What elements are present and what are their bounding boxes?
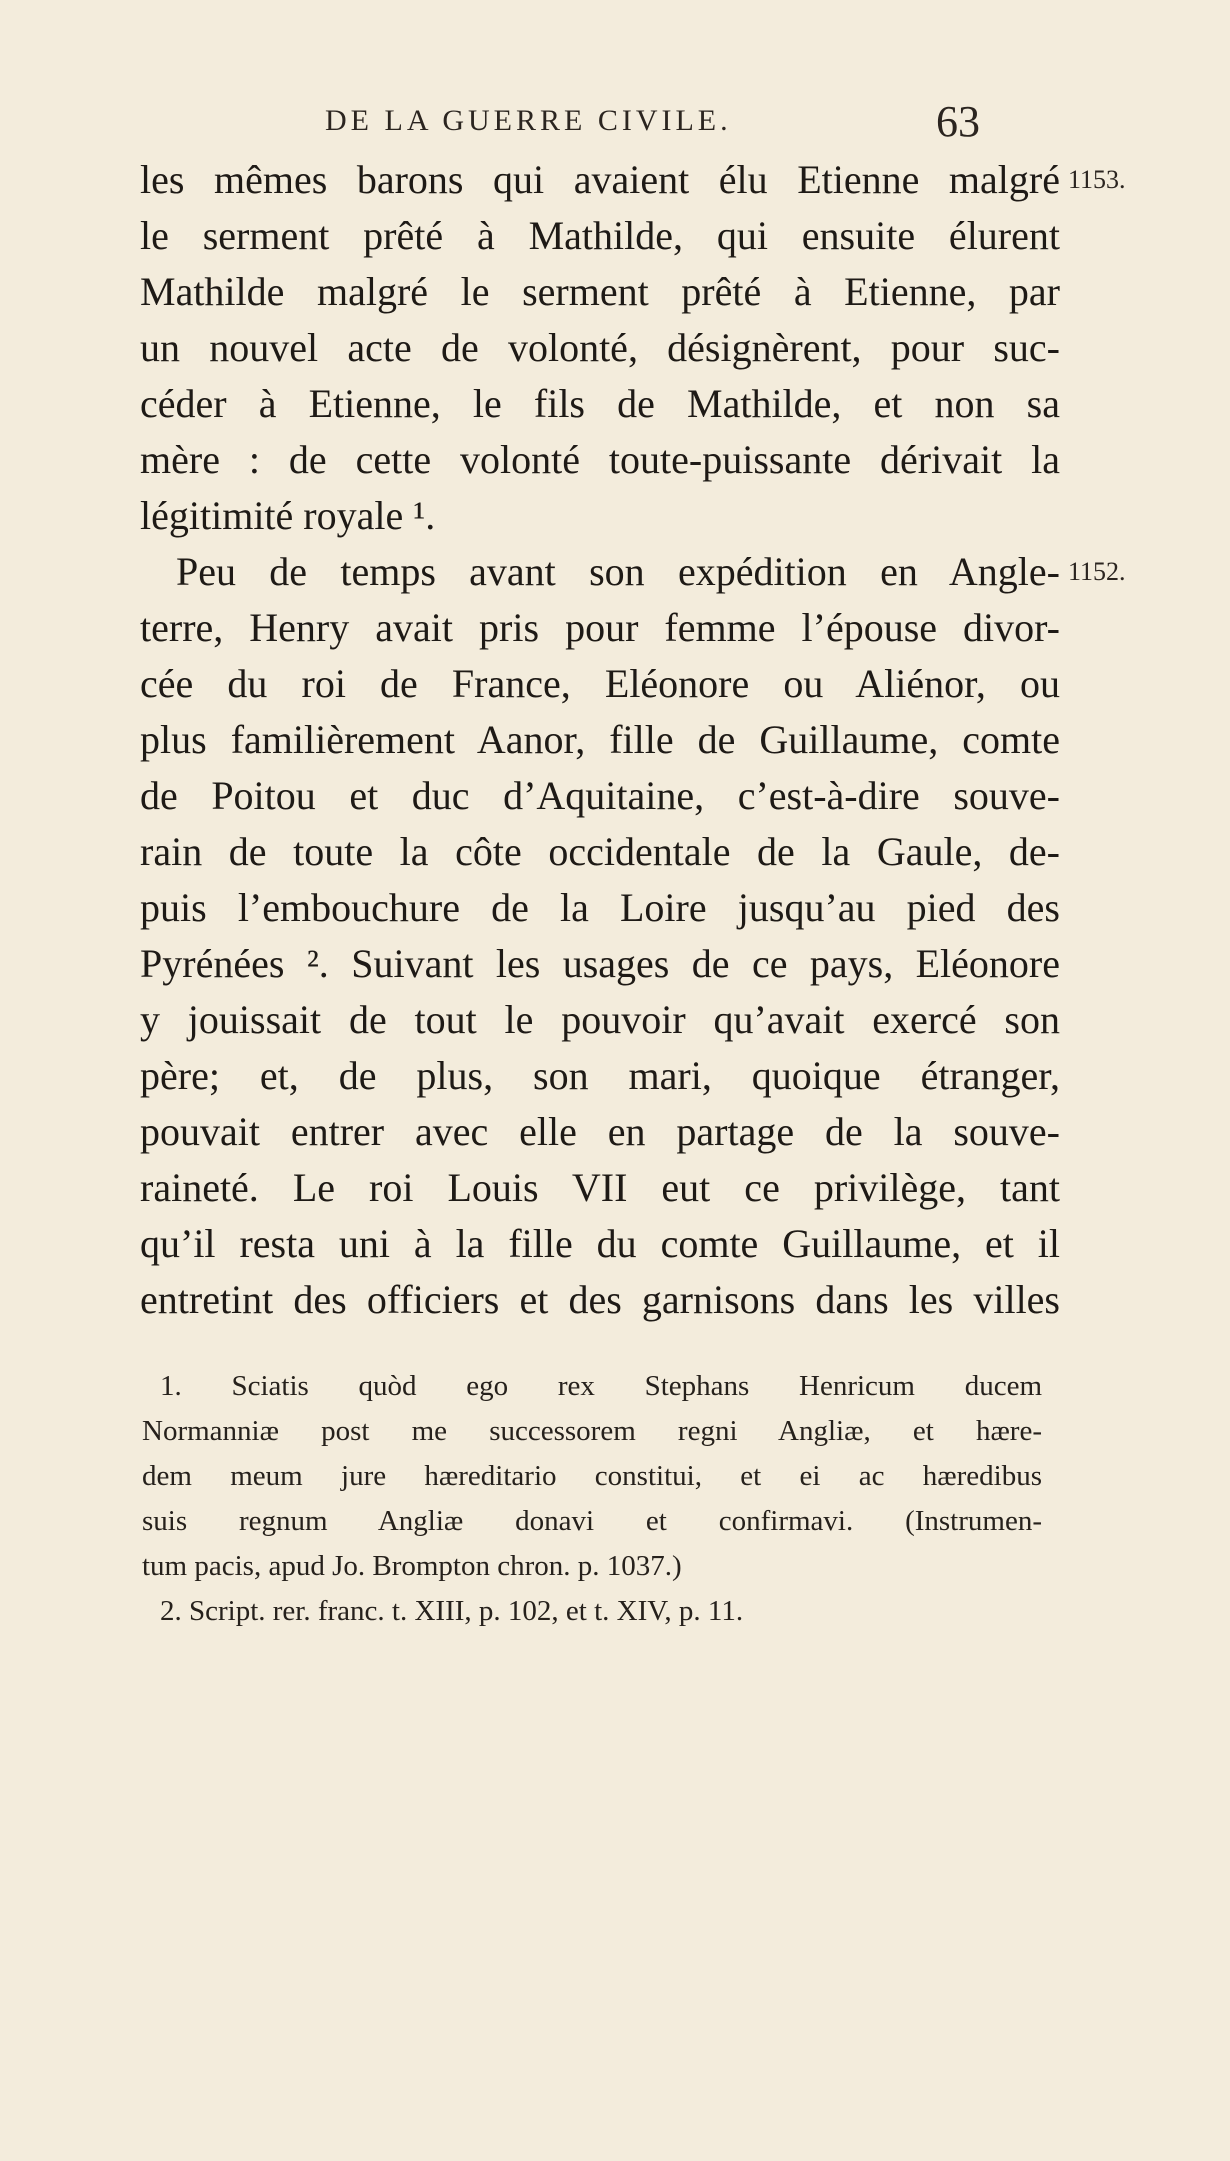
text-line: de Poitou et duc d’Aquitaine, c’est-à-dire souve- [140,773,1060,818]
text-line: un nouvel acte de volonté, désignèrent, pour suc- [140,325,1060,370]
margin-date: 1152. [1068,557,1126,586]
footnote-line: 2. Script. rer. franc. t. XIII, p. 102, et t. XIV, p. 11. [160,1595,744,1627]
text-line: Pyrénées ². Suivant les usages de ce pays, Eléonore [140,941,1060,986]
text-line: Mathilde malgré le serment prêté à Etienne, par [140,269,1060,314]
running-head [0,96,1230,156]
footnote-line: 1. Sciatis quòd ego rex Stephans Henricum ducem [160,1370,1042,1402]
text-line: mère : de cette volonté toute-puissante dérivait la [140,437,1060,482]
text-line: Peu de temps avant son expédition en Angle- [176,549,1060,594]
running-title: DE LA GUERRE CIVILE. [325,104,732,137]
text-line: y jouissait de tout le pouvoir qu’avait exercé son [140,997,1060,1042]
text-line: pouvait entrer avec elle en partage de la souve- [140,1109,1060,1154]
footnote-line: suis regnum Angliæ donavi et confirmavi. (Instrumen- [142,1505,1042,1537]
text-line: père; et, de plus, son mari, quoique étranger, [140,1053,1060,1098]
text-line: plus familièrement Aanor, fille de Guillaume, comte [140,717,1060,762]
footnote-line: dem meum jure hæreditario constitui, et ei ac hæredibus [142,1460,1042,1492]
footnote-line: Normanniæ post me successorem regni Angliæ, et hære- [142,1415,1042,1447]
text-line: terre, Henry avait pris pour femme l’épouse divor- [140,605,1060,650]
text-line: raineté. Le roi Louis VII eut ce privilège, tant [140,1165,1060,1210]
text-line: légitimité royale ¹. [140,493,436,538]
page-number: 63 [936,97,980,146]
text-line: les mêmes barons qui avaient élu Etienne malgré [140,157,1060,202]
text-line: puis l’embouchure de la Loire jusqu’au pied des [140,885,1060,930]
footnote-line: tum pacis, apud Jo. Brompton chron. p. 1037.) [142,1550,682,1582]
text-line: entretint des officiers et des garnisons dans les villes [140,1277,1060,1322]
text-line: le serment prêté à Mathilde, qui ensuite élurent [140,213,1060,258]
text-line: rain de toute la côte occidentale de la Gaule, de- [140,829,1060,874]
text-line: céder à Etienne, le fils de Mathilde, et non sa [140,381,1060,426]
margin-date: 1153. [1068,165,1126,194]
text-line: qu’il resta uni à la fille du comte Guillaume, et il [140,1221,1060,1266]
text-line: cée du roi de France, Eléonore ou Aliénor, ou [140,661,1060,706]
